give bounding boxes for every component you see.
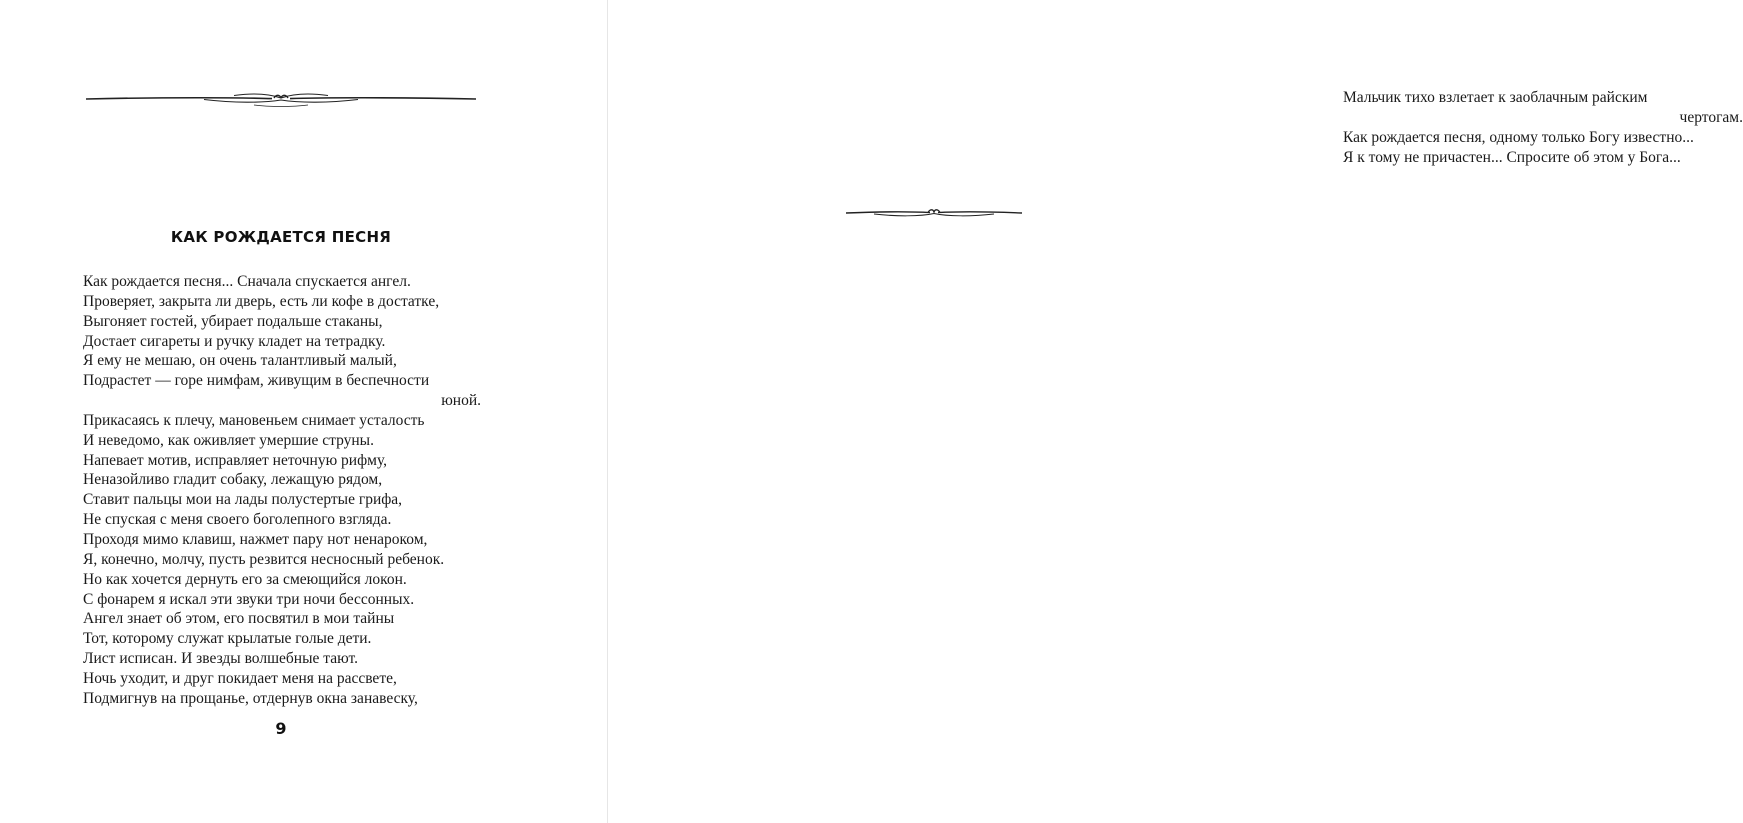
poem-line: Тот, которому служат крылатые голые дети.: [83, 630, 372, 648]
end-ornament: [844, 204, 1024, 220]
poem-line: Ночь уходит, и друг покидает меня на рассвете,: [83, 669, 397, 687]
poem-line: Неназойливо гладит собаку, лежащую рядом,: [83, 471, 383, 489]
poem-line: Я ему не мешаю, он очень талантливый малый,: [83, 352, 397, 370]
page-number: 9: [275, 719, 287, 738]
poem-line: Не спуская с меня своего боголепного взгляда.: [83, 511, 392, 529]
left-page: [0, 0, 607, 823]
poem-line: Прикасаясь к плечу, мановеньем снимает усталость: [83, 411, 425, 429]
poem-text-right: [1343, 88, 1743, 167]
poem-line: Подрастет — горе нимфам, живущим в беспечности: [83, 372, 430, 390]
poem-title: КАК РОЖДАЕТСЯ ПЕСНЯ: [170, 228, 392, 246]
poem-line: С фонарем я искал эти звуки три ночи бессонных.: [83, 590, 415, 608]
poem-line: Достает сигареты и ручку кладет на тетрадку.: [83, 332, 386, 350]
poem-line: Как рождается песня... Сначала спускается ангел.: [83, 273, 411, 290]
poem-line: Ангел знает об этом, его посвятил в мои тайны: [83, 610, 395, 628]
top-ornament: [84, 89, 478, 111]
poem-line: Лист исписан. И звезды волшебные тают.: [83, 650, 358, 668]
poem-line: Проверяет, закрыта ли дверь, есть ли кофе в достатке,: [83, 292, 440, 310]
poem-line: Я, конечно, молчу, пусть резвится несносный ребенок.: [83, 550, 445, 568]
poem-line: Я к тому не причастен... Спросите об этом у Бога...: [1343, 148, 1681, 166]
poem-line: Выгоняет гостей, убирает подальше стаканы,: [83, 312, 383, 330]
poem-line-continuation: юной.: [441, 392, 481, 410]
poem-line: Как рождается песня, одному только Богу известно...: [1343, 128, 1694, 146]
poem-line: Подмигнув на прощанье, отдернув окна занавеску,: [83, 689, 418, 707]
poem-line: Но как хочется дернуть его за смеющийся локон.: [83, 570, 407, 588]
poem-line: Мальчик тихо взлетает к заоблачным райским: [1343, 89, 1648, 106]
right-page: [608, 0, 1743, 823]
poem-line-continuation: чертогам.: [1679, 108, 1743, 126]
poem-line: Напевает мотив, исправляет неточную рифму,: [83, 451, 388, 469]
poem-text-left: [83, 272, 481, 709]
poem-line: Проходя мимо клавиш, нажмет пару нот ненароком,: [83, 530, 428, 548]
poem-line: Ставит пальцы мои на лады полустертые грифа,: [83, 491, 403, 509]
poem-line: И неведомо, как оживляет умершие струны.: [83, 431, 374, 449]
